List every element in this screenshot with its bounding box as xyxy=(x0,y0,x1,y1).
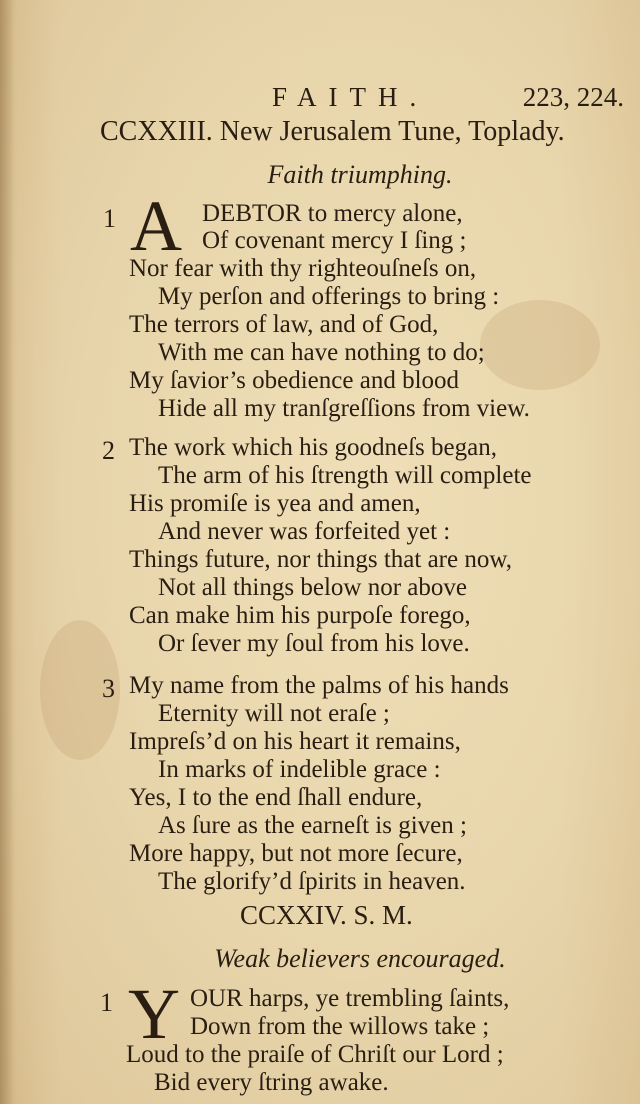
verse-line: Loud to the praiſe of Chriſt our Lord ; xyxy=(126,1041,504,1068)
verse-line: In marks of indelible grace : xyxy=(158,756,441,783)
drop-cap: Y xyxy=(128,974,180,1054)
verse-line: Not all things below nor above xyxy=(158,574,467,601)
verse-line: And never was forfeited yet : xyxy=(158,518,451,545)
stanza-number: 1 xyxy=(100,988,113,1017)
stanza-number: 2 xyxy=(102,436,115,465)
verse-line: As ſure as the earneſt is given ; xyxy=(158,812,467,839)
hymn-224-title: CCXXIV. S. M. xyxy=(240,900,413,930)
verse-line: OUR harps, ye trembling ſaints, xyxy=(190,985,510,1012)
verse-line: Bid every ſtring awake. xyxy=(154,1069,389,1096)
running-head-title: FAITH. xyxy=(272,82,429,112)
verse-line: The terrors of law, and of God, xyxy=(129,311,439,338)
verse-line: The work which his goodneſs began, xyxy=(129,434,497,461)
verse-line: DEBTOR to mercy alone, xyxy=(202,200,463,227)
verse-line: My perſon and offerings to bring : xyxy=(158,283,500,310)
verse-line: His promiſe is yea and amen, xyxy=(129,490,421,517)
verse-line: More happy, but not more ſecure, xyxy=(129,840,463,867)
verse-line: Nor fear with thy righteouſneſs on, xyxy=(129,255,477,282)
verse-line: Can make him his purpoſe forego, xyxy=(129,602,471,629)
hymn-223-subtitle: Faith triumphing. xyxy=(267,160,453,189)
stanza-number: 1 xyxy=(103,204,116,233)
hymn-224-subtitle: Weak believers encouraged. xyxy=(214,944,506,973)
running-head xyxy=(0,82,640,112)
verse-line: With me can have nothing to do; xyxy=(158,339,485,366)
paper-stain xyxy=(480,300,600,390)
hymn-223-title: CCXXIII. New Jerusalem Tune, Toplady. xyxy=(100,116,565,147)
verse-line: Eternity will not eraſe ; xyxy=(158,700,390,727)
verse-line: Impreſs’d on his heart it remains, xyxy=(129,728,461,755)
verse-line: Of covenant mercy I ſing ; xyxy=(202,227,467,254)
verse-line: Down from the willows take ; xyxy=(190,1013,490,1040)
verse-line: My name from the palms of his hands xyxy=(129,672,509,699)
verse-line: Or ſever my ſoul from his love. xyxy=(158,630,470,657)
verse-line: The glorify’d ſpirits in heaven. xyxy=(158,868,466,895)
running-head-page-numbers: 223, 224. xyxy=(522,82,624,112)
drop-cap: A xyxy=(130,186,182,266)
verse-line: Things future, nor things that are now, xyxy=(129,546,513,573)
stanza-number: 3 xyxy=(102,674,115,703)
verse-line: Hide all my tranſgreſſions from view. xyxy=(158,395,530,422)
verse-line: Yes, I to the end ſhall endure, xyxy=(129,784,423,811)
verse-line: My ſavior’s obedience and blood xyxy=(129,367,460,394)
verse-line: The arm of his ſtrength will complete xyxy=(158,462,532,489)
